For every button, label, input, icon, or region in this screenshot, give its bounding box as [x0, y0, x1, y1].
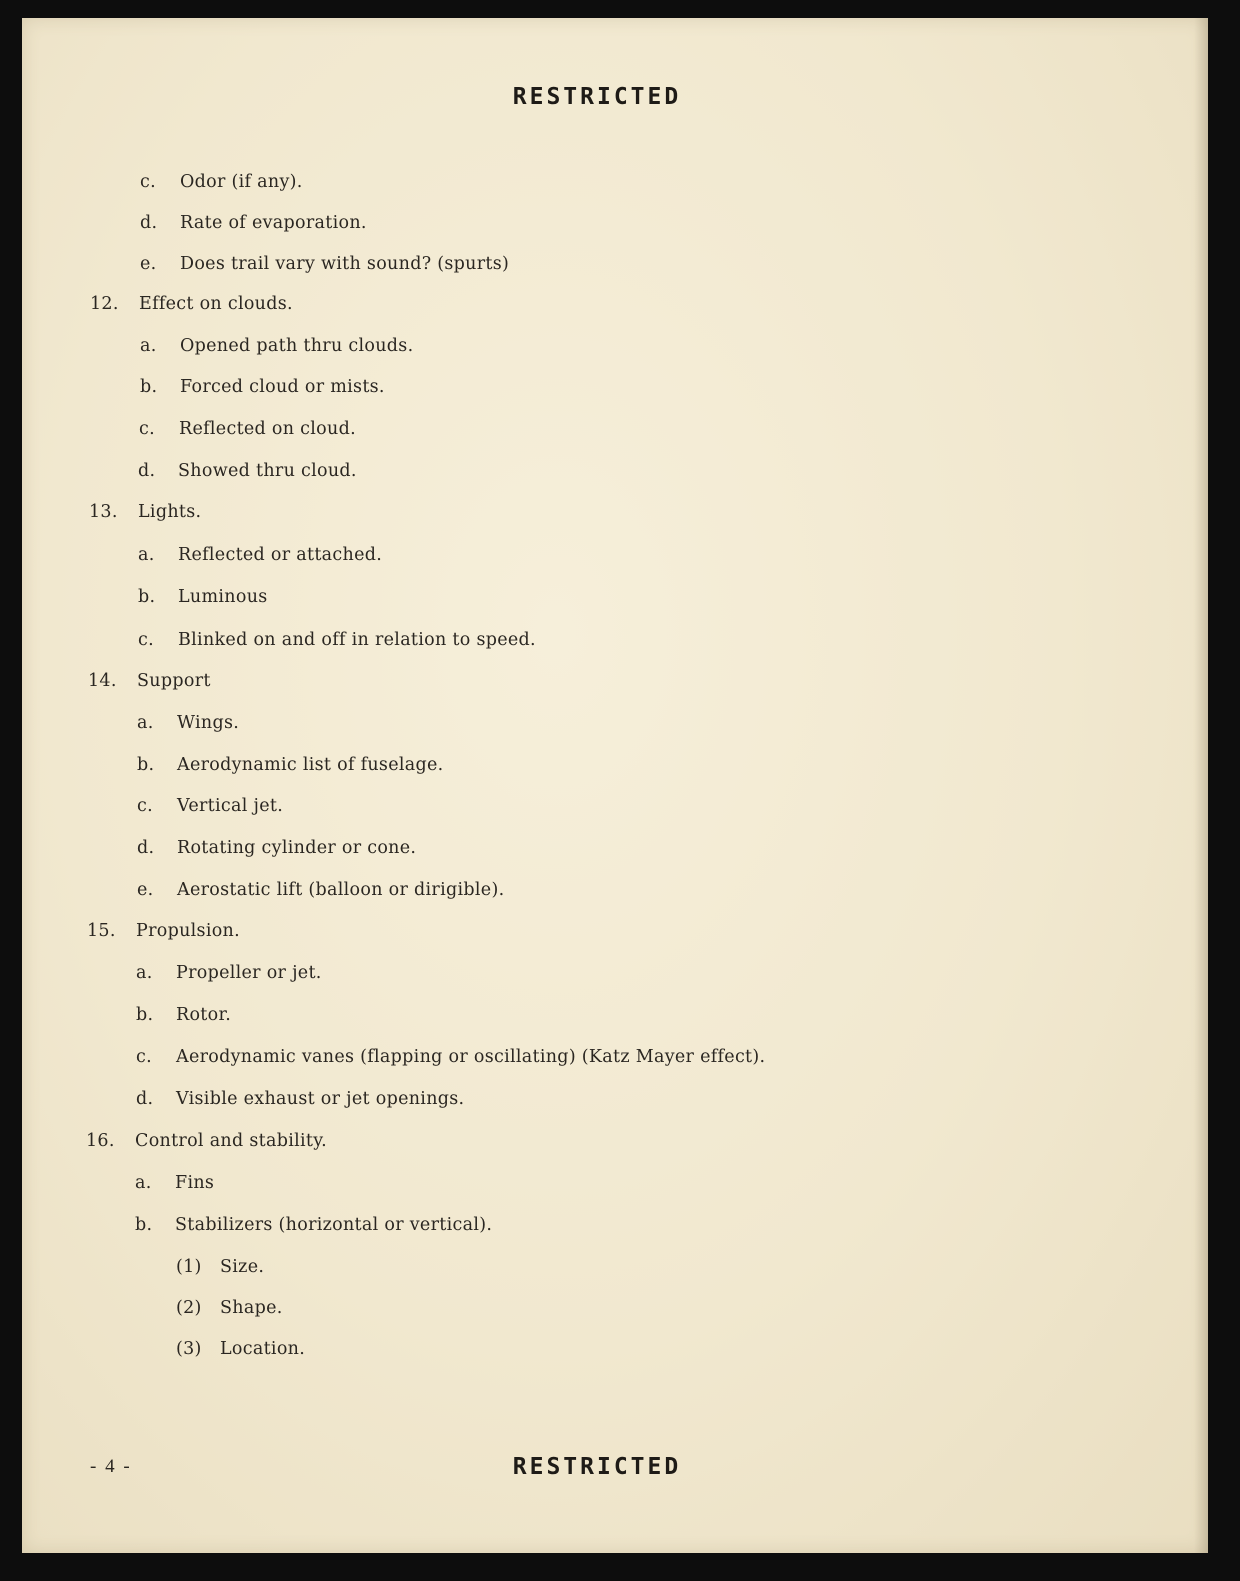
list-marker: c.	[137, 796, 153, 816]
list-text: Luminous	[178, 587, 268, 607]
list-item	[138, 461, 357, 481]
list-marker: (2)	[176, 1298, 202, 1318]
list-marker: b.	[135, 1215, 153, 1235]
list-item	[137, 713, 239, 733]
list-marker: c.	[139, 419, 155, 439]
list-marker: a.	[137, 713, 154, 733]
list-marker: a.	[140, 336, 157, 356]
list-text: Vertical jet.	[177, 796, 284, 816]
list-item	[176, 1339, 305, 1359]
list-marker: b.	[138, 587, 156, 607]
list-item	[140, 213, 367, 233]
list-text: Does trail vary with sound? (spurts)	[180, 254, 510, 274]
list-item	[140, 172, 303, 192]
list-marker: (1)	[176, 1257, 202, 1277]
list-item	[136, 1089, 464, 1109]
list-text: Aerodynamic list of fuselage.	[177, 755, 444, 775]
section-heading	[89, 502, 201, 522]
list-text: Rotating cylinder or cone.	[177, 838, 417, 858]
list-item	[135, 1215, 492, 1235]
list-marker: b.	[140, 377, 158, 397]
list-item	[176, 1257, 264, 1277]
list-item	[136, 963, 322, 983]
list-text: Rotor.	[176, 1005, 232, 1025]
section-heading	[86, 1131, 327, 1151]
section-number: 16.	[86, 1131, 115, 1151]
list-text: Reflected on cloud.	[179, 419, 356, 439]
section-number: 15.	[87, 921, 116, 941]
list-item	[140, 377, 385, 397]
list-marker: d.	[137, 838, 155, 858]
list-marker: d.	[138, 461, 156, 481]
section-title: Effect on clouds.	[139, 294, 293, 314]
header-classification: RESTRICTED	[512, 84, 682, 110]
document-page	[22, 18, 1208, 1553]
list-text: Odor (if any).	[180, 172, 303, 192]
list-text: Size.	[220, 1257, 265, 1277]
section-heading	[87, 921, 240, 941]
list-item	[138, 545, 382, 565]
list-item	[138, 630, 536, 650]
list-item	[140, 254, 509, 274]
list-item	[176, 1298, 283, 1318]
list-item	[138, 587, 268, 607]
list-item	[137, 838, 416, 858]
section-number: 14.	[88, 671, 117, 691]
list-marker: c.	[138, 630, 154, 650]
list-text: Reflected or attached.	[178, 545, 383, 565]
list-text: Blinked on and off in relation to speed.	[178, 630, 536, 650]
list-marker: b.	[136, 1005, 154, 1025]
list-item	[136, 1005, 231, 1025]
list-marker: c.	[136, 1047, 152, 1067]
list-item	[140, 336, 413, 356]
section-title: Control and stability.	[135, 1131, 327, 1151]
list-item	[137, 796, 283, 816]
list-item	[135, 1173, 214, 1193]
list-marker: e.	[137, 880, 154, 900]
list-marker: d.	[136, 1089, 154, 1109]
list-marker: e.	[140, 254, 157, 274]
section-heading	[88, 671, 211, 691]
list-item	[137, 880, 504, 900]
list-text: Rate of evaporation.	[180, 213, 367, 233]
list-text: Visible exhaust or jet openings.	[176, 1089, 465, 1109]
list-item	[139, 419, 356, 439]
section-number: 12.	[90, 294, 119, 314]
list-text: Stabilizers (horizontal or vertical).	[175, 1215, 493, 1235]
section-heading	[90, 294, 293, 314]
list-marker: (3)	[176, 1339, 202, 1359]
page-number: - 4 -	[90, 1456, 132, 1477]
list-text: Aerostatic lift (balloon or dirigible).	[177, 880, 505, 900]
list-text: Showed thru cloud.	[178, 461, 357, 481]
list-text: Aerodynamic vanes (flapping or oscillating) (Katz Mayer effect).	[176, 1047, 766, 1067]
list-item	[136, 1047, 765, 1067]
list-marker: b.	[137, 755, 155, 775]
list-text: Location.	[220, 1339, 306, 1359]
section-title: Support	[137, 671, 211, 691]
list-text: Fins	[175, 1173, 215, 1193]
list-marker: a.	[135, 1173, 152, 1193]
section-number: 13.	[89, 502, 118, 522]
list-text: Wings.	[177, 713, 240, 733]
list-marker: a.	[136, 963, 153, 983]
footer-classification: RESTRICTED	[512, 1454, 682, 1480]
list-text: Forced cloud or mists.	[180, 377, 385, 397]
list-text: Propeller or jet.	[176, 963, 322, 983]
section-title: Lights.	[138, 502, 202, 522]
list-marker: a.	[138, 545, 155, 565]
section-title: Propulsion.	[136, 921, 240, 941]
list-text: Shape.	[220, 1298, 283, 1318]
list-marker: c.	[140, 172, 156, 192]
list-text: Opened path thru clouds.	[180, 336, 414, 356]
list-marker: d.	[140, 213, 158, 233]
list-item	[137, 755, 444, 775]
